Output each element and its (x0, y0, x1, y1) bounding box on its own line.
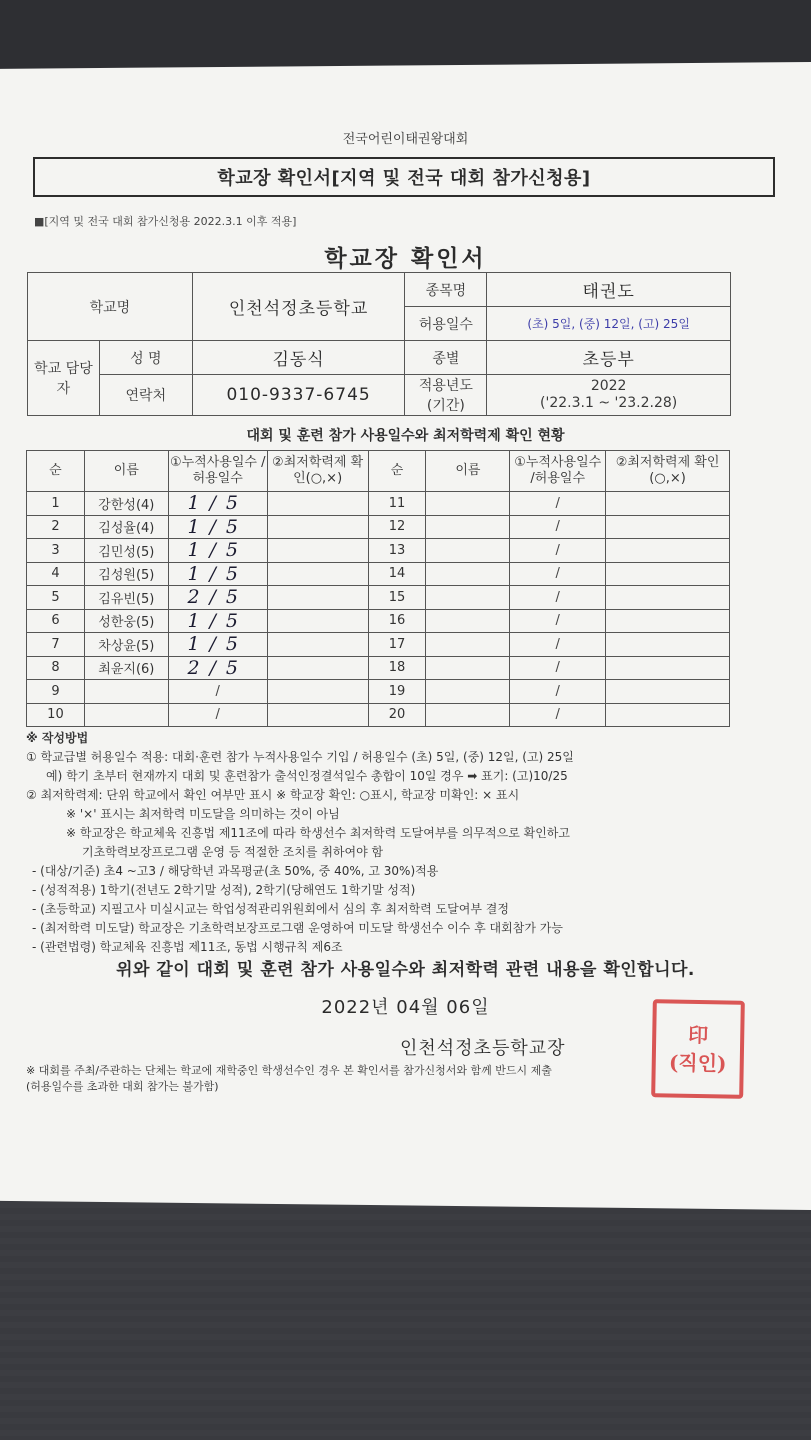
contact-label: 연락처 (99, 375, 192, 416)
period-value: ('22.3.1 ~ '23.2.28) (540, 395, 678, 411)
table-row (27, 633, 730, 657)
usage-days: 1/5 (168, 515, 267, 539)
achievement-check (606, 609, 730, 633)
header-check: ②최저학력제 확인(○,×) (267, 451, 368, 492)
student-name: 김민성(5) (84, 539, 168, 563)
usage-days: 1/5 (168, 492, 267, 516)
instructions-title: ※ 작성방법 (26, 731, 89, 745)
row-number: 2 (27, 515, 85, 539)
achievement-check (267, 515, 368, 539)
row-number: 20 (368, 703, 426, 727)
row-number: 19 (368, 680, 426, 704)
usage-days: / (510, 562, 606, 586)
achievement-check (267, 633, 368, 657)
achievement-check (606, 492, 730, 516)
usage-days: / (510, 539, 606, 563)
usage-days: / (510, 492, 606, 516)
usage-days: / (510, 680, 606, 704)
table-row (27, 586, 730, 610)
issue-date: 2022년 04월 06일 (321, 997, 490, 1018)
header-no: 순 (27, 451, 85, 492)
footnote (26, 1063, 766, 1095)
achievement-check (267, 680, 368, 704)
organization-title: 전국어린이태권왕대회 (342, 132, 469, 147)
achievement-check (606, 656, 730, 680)
row-number: 12 (368, 515, 426, 539)
achievement-check (267, 492, 368, 516)
usage-days: / (168, 703, 267, 727)
row-number: 7 (27, 633, 85, 657)
instruction-line: 기초학력보장프로그램 운영 등 적절한 조치를 취하여야 함 (82, 845, 384, 859)
student-name (426, 703, 510, 727)
student-name: 성한웅(5) (84, 609, 168, 633)
row-number: 11 (368, 492, 426, 516)
row-number: 1 (27, 492, 85, 516)
instruction-line: - (대상/기준) 초4 ~고3 / 해당학년 과목평균(초 50%, 중 40%, 고 30%)적용 (32, 864, 439, 878)
staff-label: 학교 담당자 (28, 341, 100, 416)
usage-days: / (510, 515, 606, 539)
table-row (27, 656, 730, 680)
usage-days: / (510, 586, 606, 610)
student-name: 김성원(5) (84, 562, 168, 586)
confirmation-statement: 위와 같이 대회 및 훈련 참가 사용일수와 최저학력 관련 내용을 확인합니다. (116, 960, 695, 980)
writing-instructions (26, 729, 746, 957)
student-name (426, 656, 510, 680)
instruction-line: - (초등학교) 지필고사 미실시교는 학업성적관리위원회에서 심의 후 최저학력 도달여부 결정 (32, 902, 509, 916)
row-number: 16 (368, 609, 426, 633)
row-number: 9 (27, 680, 85, 704)
instruction-line: - (최저학력 미도달) 학교장은 기초학력보장프로그램 운영하여 미도달 학생선수 이수 후 대회참가 가능 (32, 921, 563, 935)
school-label: 학교명 (28, 273, 193, 341)
row-number: 14 (368, 562, 426, 586)
row-number: 10 (27, 703, 85, 727)
header-name: 이름 (84, 451, 168, 492)
official-seal-stamp: 印 (직인) (651, 999, 745, 1099)
student-name: 최윤지(6) (84, 656, 168, 680)
usage-days: / (168, 680, 267, 704)
achievement-check (606, 562, 730, 586)
instruction-line: ② 최저학력제: 단위 학교에서 확인 여부만 표시 ※ 학교장 확인: ○표시, 학교장 미확인: × 표시 (26, 788, 520, 802)
allowed-days-value: (초) 5일, (중) 12일, (고) 25일 (487, 307, 731, 341)
usage-days: 1/5 (168, 562, 267, 586)
usage-days: / (510, 633, 606, 657)
student-name (426, 586, 510, 610)
section-title: 대회 및 훈련 참가 사용일수와 최저학력제 확인 현황 (246, 428, 565, 444)
student-name (426, 539, 510, 563)
student-name (426, 633, 510, 657)
desk-background-bottom (0, 1190, 811, 1440)
table-row (27, 703, 730, 727)
applicability-note: ■[지역 및 전국 대회 참가신청용 2022.3.1 이후 적용] (34, 215, 297, 228)
table-row (27, 680, 730, 704)
header-check: ②최저학력제 확인(○,×) (606, 451, 730, 492)
name-value: 김동식 (192, 341, 405, 375)
student-name (426, 680, 510, 704)
row-number: 6 (27, 609, 85, 633)
achievement-check (606, 703, 730, 727)
table-row (27, 515, 730, 539)
instruction-line: ① 학교급별 허용일수 적용: 대회·훈련 참가 누적사용일수 기입 / 허용일수 (초) 5일, (중) 12일, (고) 25일 (26, 750, 574, 764)
achievement-check (267, 586, 368, 610)
student-name: 김유빈(5) (84, 586, 168, 610)
table-header-row (27, 451, 730, 492)
usage-days: 2/5 (168, 586, 267, 610)
usage-days: 2/5 (168, 656, 267, 680)
achievement-check (606, 586, 730, 610)
row-number: 15 (368, 586, 426, 610)
achievement-check (606, 539, 730, 563)
form-title: 학교장 확인서[지역 및 전국 대회 참가신청용] (217, 168, 591, 189)
division-label: 종별 (405, 341, 487, 375)
event-value: 태권도 (487, 273, 731, 307)
row-number: 4 (27, 562, 85, 586)
achievement-check (267, 656, 368, 680)
row-number: 13 (368, 539, 426, 563)
header-no: 순 (368, 451, 426, 492)
division-value: 초등부 (487, 341, 731, 375)
usage-days: / (510, 703, 606, 727)
header-name: 이름 (426, 451, 510, 492)
event-label: 종목명 (405, 273, 487, 307)
usage-days: / (510, 609, 606, 633)
achievement-check (267, 539, 368, 563)
instruction-line: - (관련법령) 학교체육 진흥법 제11조, 동법 시행규칙 제6조 (32, 940, 343, 954)
row-number: 5 (27, 586, 85, 610)
student-name: 차상윤(5) (84, 633, 168, 657)
usage-days: 1/5 (168, 609, 267, 633)
year-cell (487, 375, 731, 416)
student-name (84, 680, 168, 704)
instruction-line: ※ '×' 표시는 최저학력 미도달을 의미하는 것이 아님 (66, 807, 340, 821)
row-number: 8 (27, 656, 85, 680)
footnote-line: ※ 대회를 주최/주관하는 단체는 학교에 재학중인 학생선수인 경우 본 확인서를 참가신청서와 함께 반드시 제출 (26, 1064, 552, 1077)
info-table (27, 272, 731, 416)
student-name (426, 609, 510, 633)
usage-days: 1/5 (168, 539, 267, 563)
achievement-check (606, 680, 730, 704)
row-number: 3 (27, 539, 85, 563)
footnote-line: (허용일수를 초과한 대회 참가는 불가함) (26, 1080, 219, 1093)
allowed-days-label: 허용일수 (405, 307, 487, 341)
contact-value: 010-9337-6745 (192, 375, 405, 416)
school-value: 인천석정초등학교 (192, 273, 405, 341)
header-usage: ①누적사용일수 /허용일수 (510, 451, 606, 492)
desk-background-top (0, 0, 811, 70)
student-name (84, 703, 168, 727)
usage-days: / (510, 656, 606, 680)
table-row (27, 609, 730, 633)
instruction-line: ※ 학교장은 학교체육 진흥법 제11조에 따라 학생선수 최저학력 도달여부를 의무적으로 확인하고 (66, 826, 570, 840)
table-row (27, 562, 730, 586)
student-name: 강한성(4) (84, 492, 168, 516)
usage-table (26, 450, 730, 727)
achievement-check (267, 609, 368, 633)
student-name: 김성율(4) (84, 515, 168, 539)
table-row (27, 492, 730, 516)
achievement-check (606, 633, 730, 657)
row-number: 17 (368, 633, 426, 657)
document-title: 학교장 확인서 (324, 246, 487, 272)
student-name (426, 515, 510, 539)
usage-days: 1/5 (168, 633, 267, 657)
achievement-check (267, 703, 368, 727)
instruction-line: 예) 학기 초부터 현재까지 대회 및 훈련참가 출석인정결석일수 총합이 10일 경우 ➡ 표기: (고)10/25 (46, 769, 568, 783)
header-usage: ①누적사용일수 /허용일수 (168, 451, 267, 492)
year-value: 2022 (590, 378, 627, 394)
principal-name: 인천석정초등학교장 (400, 1038, 566, 1059)
year-label: 적용년도 (기간) (405, 375, 487, 416)
table-row (27, 539, 730, 563)
name-label: 성 명 (99, 341, 192, 375)
student-name (426, 492, 510, 516)
form-title-box (33, 157, 775, 197)
student-name (426, 562, 510, 586)
achievement-check (267, 562, 368, 586)
table-body (27, 492, 730, 727)
instruction-line: - (성적적용) 1학기(전년도 2학기말 성적), 2학기(당해연도 1학기말 성적) (32, 883, 416, 897)
achievement-check (606, 515, 730, 539)
row-number: 18 (368, 656, 426, 680)
